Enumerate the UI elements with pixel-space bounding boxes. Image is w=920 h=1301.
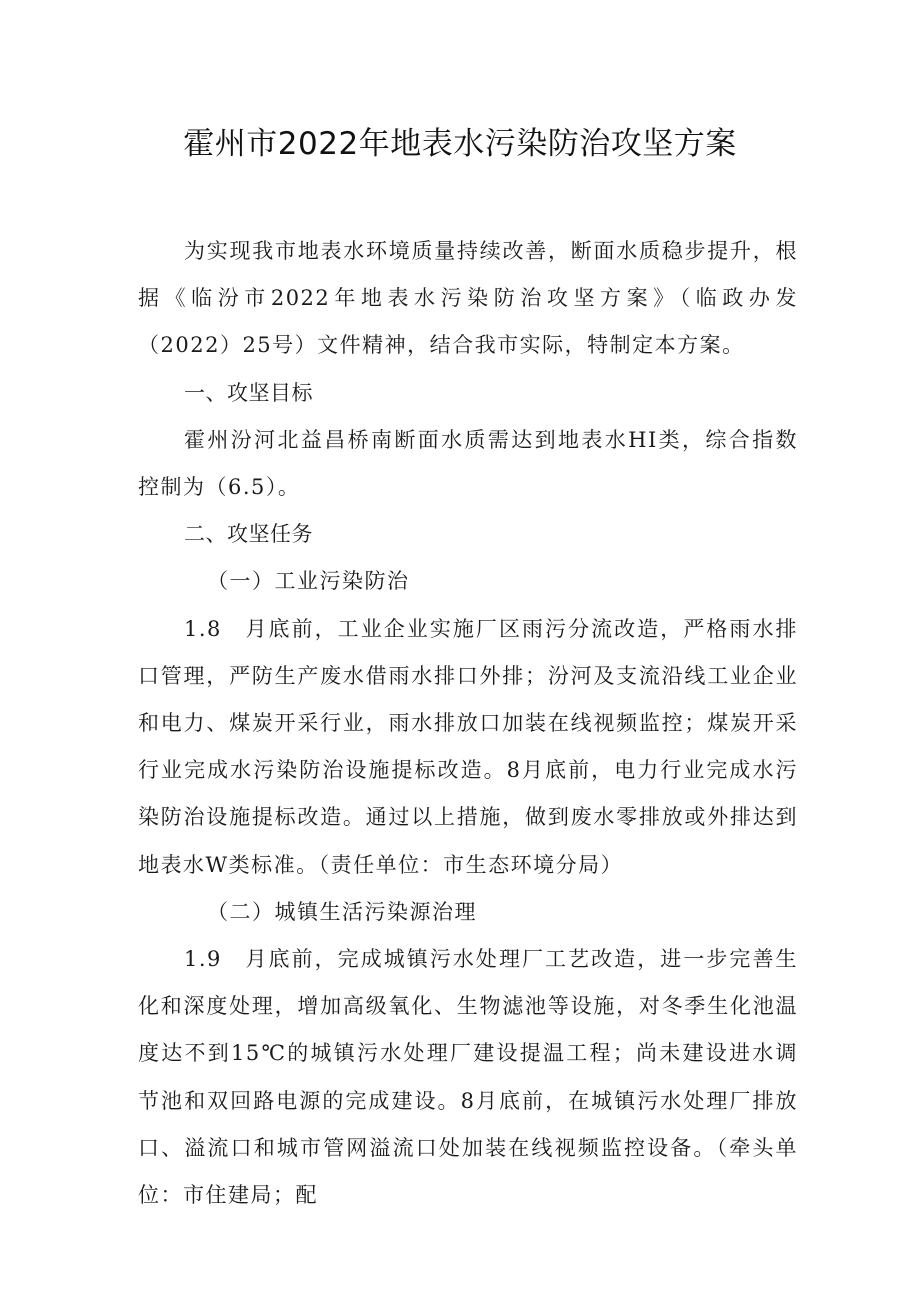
document-title: 霍州市2022年地表水污染防治攻坚方案 (183, 126, 737, 162)
urban-paragraph: 1.9 月底前，完成城镇污水处理厂工艺改造，进一步完善生化和深度处理，增加高级氧化、生物滤池等设施，对冬季生化池温度达不到15℃的城镇污水处理厂建设提温工程；尚未建设进水调节池和双回路电源的完成建设。8月底前，在城镇污水处理厂排放口、溢流口和城市管网溢流口处加装在线视频监控设备。（牵头单位：市住建局；配 (138, 947, 798, 1208)
subsection-heading-industrial: （一）工业污染防治 (207, 569, 410, 594)
section-heading-tasks: 二、攻坚任务 (184, 522, 313, 547)
subsection-heading-urban: （二）城镇生活污染源治理 (207, 899, 477, 924)
section-heading-goals: 一、攻坚目标 (184, 380, 313, 405)
intro-paragraph: 为实现我市地表水环境质量持续改善，断面水质稳步提升，根据《临汾市2022年地表水污染防治攻坚方案》（临政办发（2022）25号）文件精神，结合我市实际，特制定本方案。 (138, 239, 798, 358)
industrial-paragraph: 1.8 月底前，工业企业实施厂区雨污分流改造，严格雨水排口管理，严防生产废水借雨水排口外排；汾河及支流沿线工业企业和电力、煤炭开采行业，雨水排放口加装在线视频监控；煤炭开采行业完成水污染防治设施提标改造。8月底前，电力行业完成水污染防治设施提标改造。通过以上措施，做到废水零排放或外排达到地表水W类标准。（责任单位：市生态环境分局） (138, 616, 798, 877)
goals-paragraph: 霍州汾河北益昌桥南断面水质需达到地表水HI类，综合指数控制为（6.5）。 (138, 427, 798, 500)
document-body (138, 228, 798, 1219)
